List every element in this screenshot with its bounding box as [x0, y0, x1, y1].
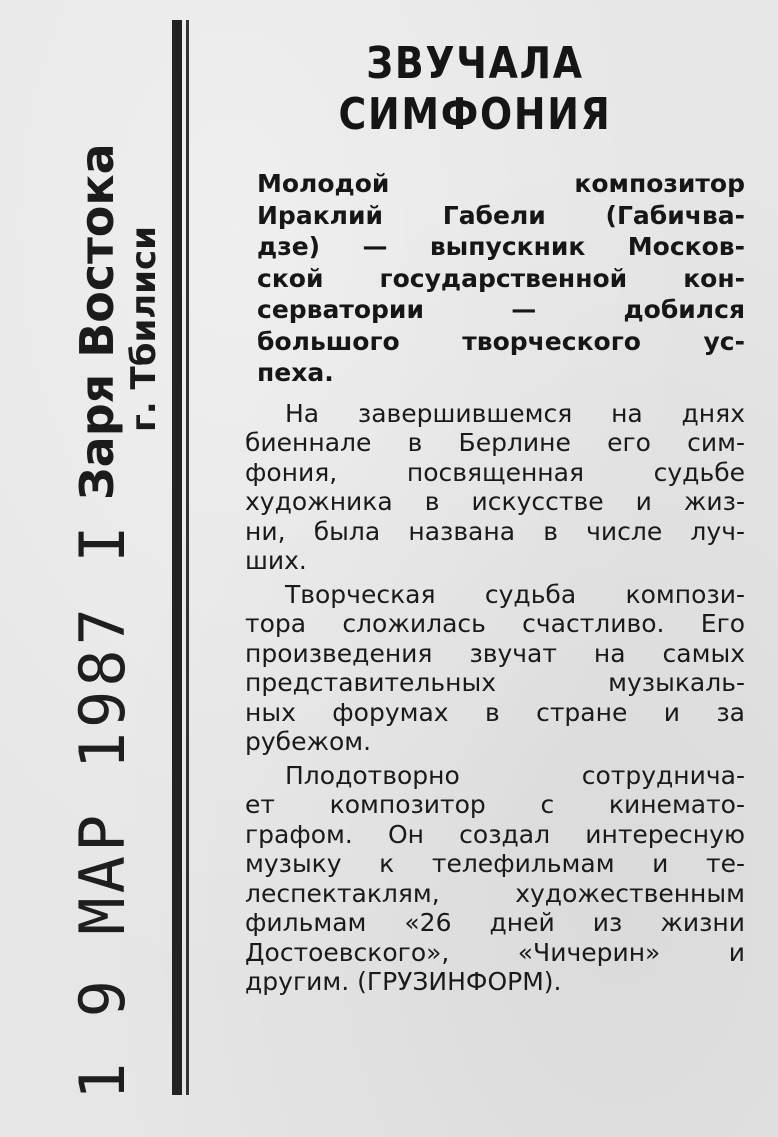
- article: [205, 38, 745, 1001]
- paragraph-line: ших.: [245, 546, 307, 575]
- stamp-newspaper-name: Заря Востока: [70, 143, 124, 500]
- lead-line: пеха.: [257, 358, 334, 387]
- paragraph-line: ни, была названа в числе луч-: [245, 516, 745, 546]
- paragraph-line: другим. (ГРУЗИНФОРМ).: [245, 967, 562, 996]
- lead-line: серватории — добился: [257, 295, 745, 324]
- paragraph-line: Достоевского», «Чичерин» и: [245, 937, 745, 967]
- paragraph-line: Творческая судьба компози-: [285, 579, 745, 609]
- column-rule-thin: [186, 20, 189, 1095]
- paragraph-line: музыку к телефильмам и те-: [245, 849, 745, 878]
- paragraph-line: художника в искусстве и жиз-: [245, 487, 745, 516]
- paragraph-line: тора сложилась счастливо. Его: [245, 609, 745, 638]
- paragraph-line: ных форумах в стране и за: [245, 697, 745, 727]
- lead-line: дзе) — выпускник Москов-: [257, 232, 745, 261]
- stamp-date: 1 9 МАР 1987 I: [66, 521, 139, 1100]
- article-headline: ЗВУЧАЛА СИМФОНИЯ: [338, 38, 612, 140]
- paragraph-line: рубежом.: [245, 727, 372, 756]
- paragraph-line: фильмам «26 дней из жизни: [245, 908, 745, 937]
- column-rule-thick: [172, 20, 182, 1095]
- paragraph-line: леспектаклям, художественным: [245, 878, 745, 908]
- paragraph-line: произведения звучат на самых: [245, 638, 745, 668]
- article-paragraph-1: [205, 399, 745, 576]
- lead-line: Ираклий Габели (Габичва-: [257, 200, 745, 230]
- stamp-city: г. Тбилиси: [124, 226, 164, 432]
- paragraph-line: ет композитор с кинемато-: [245, 790, 745, 819]
- lead-line: Молодой композитор: [257, 169, 745, 198]
- paragraph-line: представительных музыкаль-: [245, 668, 745, 697]
- lead-line: ской государственной кон-: [257, 263, 745, 293]
- archive-stamp: [0, 0, 168, 1137]
- paragraph-line: Плодотворно сотрудничa-: [285, 760, 745, 790]
- paragraph-line: На завершившемся на днях: [285, 398, 745, 428]
- paragraph-line: биеннале в Берлине его сим-: [245, 428, 745, 457]
- paragraph-line: графом. Он создал интересную: [245, 819, 745, 849]
- lead-line: большого творческого ус-: [257, 326, 745, 356]
- article-paragraph-2: [205, 580, 745, 757]
- article-lead: [205, 168, 745, 389]
- paragraph-line: фония, посвященная судьбе: [245, 457, 745, 487]
- article-paragraph-3: [205, 761, 745, 997]
